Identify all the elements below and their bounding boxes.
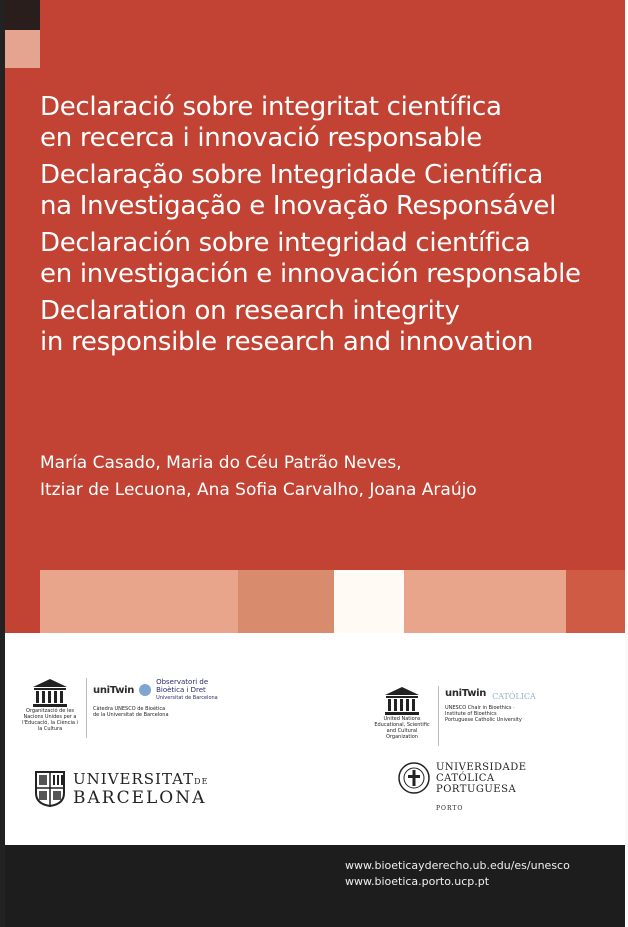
color-stripe (40, 570, 238, 633)
observatori-line: Observatori de (156, 678, 209, 686)
chair-caption: Càtedra UNESCO de Bioètica de la Universitat de Barcelona (93, 706, 169, 718)
ucp-porto: PORTO (436, 805, 464, 812)
unesco-logo-right (372, 686, 432, 740)
title-line: Declaration on research integrity (40, 296, 460, 326)
title-line: Declaración sobre integridad científica (40, 228, 531, 258)
title-catalan (40, 92, 581, 154)
url-list (345, 858, 570, 890)
title-line: en recerca i innovació responsable (40, 123, 482, 153)
logo-divider (438, 686, 439, 746)
title-line: in responsible research and innovation (40, 327, 534, 357)
logo-group-left (20, 678, 218, 738)
authors-line-1: María Casado, Maria do Céu Patrão Neves, (40, 453, 402, 473)
color-stripe (334, 570, 404, 633)
url-ucp[interactable]: www.bioetica.porto.ucp.pt (345, 875, 490, 888)
ub-line1: UNIVERSITAT (73, 770, 195, 788)
logo-group-right (372, 686, 536, 746)
ub-shield-icon (35, 771, 65, 807)
ub-logo (35, 770, 208, 808)
ucp-line: CATÓLICA (436, 773, 495, 784)
color-stripe (238, 570, 334, 633)
title-spanish (40, 228, 581, 290)
observatori-dot-icon (138, 683, 152, 697)
unesco-caption: United Nations Educational, Scientific and Cultural Organization (374, 716, 430, 740)
unitwin-logo: uniTwin (445, 688, 487, 699)
url-ub[interactable]: www.bioeticayderecho.ub.edu/es/unesco (345, 859, 570, 872)
authors-line-2: Itziar de Lecuona, Ana Sofia Carvalho, Joana Araújo (40, 480, 477, 500)
color-stripe (404, 570, 566, 633)
ucp-line: UNIVERSIDADE (436, 762, 527, 773)
logo-divider (86, 678, 87, 738)
chair-caption: UNESCO Chair in Bioethics · Institute of Bioethics Portuguese Catholic University (445, 705, 522, 723)
title-portuguese (40, 160, 581, 222)
corner-block-dark (5, 0, 40, 30)
color-stripe (566, 570, 625, 633)
title-english (40, 296, 581, 358)
ub-de: DE (194, 777, 209, 786)
title-line: Declaració sobre integritat científica (40, 92, 502, 122)
authors (40, 450, 477, 504)
ucp-seal-icon (398, 762, 430, 794)
observatori-line: Bioètica i Dret (156, 686, 206, 694)
unitwin-block (93, 678, 218, 718)
ucp-line: PORTUGUESA (436, 784, 517, 795)
unesco-caption: Organització de les Nacions Unides per a l'Educació, la Ciència i la Cultura (22, 708, 78, 732)
catolica-logo: CATÓLICA (492, 692, 536, 701)
unesco-logo-left (20, 678, 80, 732)
unesco-temple-icon (383, 686, 421, 716)
observatori-text (156, 678, 218, 702)
observatori-line: Universitat de Barcelona (156, 695, 218, 701)
unitwin-block (445, 686, 536, 723)
ub-wordmark (73, 770, 208, 808)
ucp-wordmark (436, 762, 527, 814)
unitwin-logo: uniTwin (93, 684, 135, 696)
title-group (40, 92, 581, 364)
title-line: en investigación e innovación responsable (40, 259, 581, 289)
ub-line2: BARCELONA (73, 788, 207, 808)
unesco-temple-icon (31, 678, 69, 708)
corner-block-light (5, 30, 40, 68)
title-line: na Investigação e Inovação Responsável (40, 191, 557, 221)
title-line: Declaração sobre Integridade Científica (40, 160, 543, 190)
ucp-logo (398, 762, 527, 814)
